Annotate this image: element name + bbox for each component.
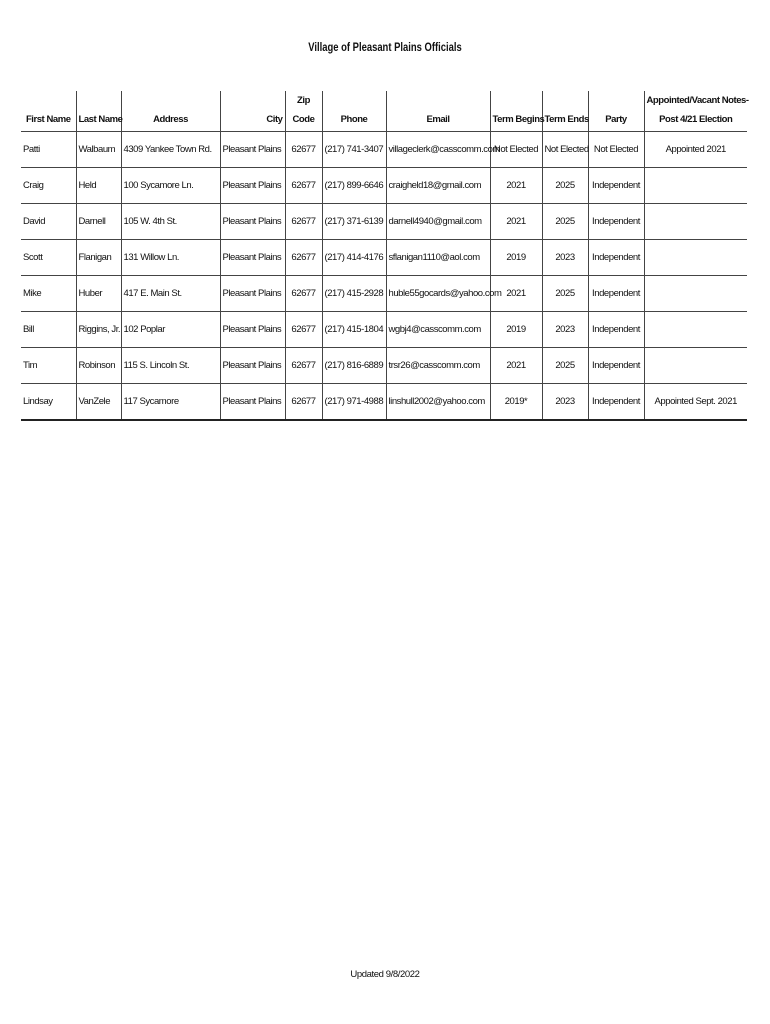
cell-phone: (217) 371-6139 [322, 204, 386, 240]
cell-term-ends: 2023 [542, 312, 588, 348]
cell-address: 4309 Yankee Town Rd. [121, 132, 220, 168]
cell-zip-code: 62677 [285, 276, 322, 312]
table-row [21, 312, 747, 348]
notes-header-line1: Appointed/Vacant Notes- [646, 95, 749, 106]
cell-zip-code: 62677 [285, 348, 322, 384]
updated-date: Updated 9/8/2022 [350, 969, 420, 980]
cell-address: 100 Sycamore Ln. [121, 168, 220, 204]
cell-party: Independent [588, 276, 644, 312]
column-header-phone: Phone [322, 91, 386, 132]
cell-term-begins: 2019 [490, 312, 542, 348]
column-header-first-name: First Name [21, 91, 76, 132]
cell-last-name: Riggins, Jr. [76, 312, 121, 348]
cell-address: 131 Willow Ln. [121, 240, 220, 276]
cell-party: Not Elected [588, 132, 644, 168]
cell-city: Pleasant Plains [220, 348, 285, 384]
cell-party: Independent [588, 384, 644, 421]
cell-notes [644, 204, 747, 240]
cell-zip-code: 62677 [285, 132, 322, 168]
cell-term-begins: 2021 [490, 204, 542, 240]
table-row [21, 240, 747, 276]
column-header-email: Email [386, 91, 490, 132]
column-header-term-begins: Term Begins [490, 91, 542, 132]
cell-party: Independent [588, 168, 644, 204]
cell-last-name: Robinson [76, 348, 121, 384]
cell-email: linshull2002@yahoo.com [386, 384, 490, 421]
cell-email: trsr26@casscomm.com [386, 348, 490, 384]
table-row [21, 276, 747, 312]
cell-first-name: Craig [21, 168, 76, 204]
cell-email: villageclerk@casscomm.com [386, 132, 490, 168]
cell-city: Pleasant Plains [220, 204, 285, 240]
cell-city: Pleasant Plains [220, 384, 285, 421]
cell-phone: (217) 414-4176 [322, 240, 386, 276]
cell-term-begins: 2019 [490, 240, 542, 276]
cell-address: 117 Sycamore [121, 384, 220, 421]
table-row [21, 168, 747, 204]
officials-table [21, 91, 747, 421]
cell-last-name: Held [76, 168, 121, 204]
cell-last-name: Huber [76, 276, 121, 312]
zip-header-line2: Code [292, 114, 315, 125]
cell-party: Independent [588, 312, 644, 348]
cell-notes [644, 276, 747, 312]
cell-phone: (217) 415-2928 [322, 276, 386, 312]
cell-first-name: Bill [21, 312, 76, 348]
cell-first-name: Tim [21, 348, 76, 384]
cell-term-ends: 2023 [542, 384, 588, 421]
column-header-party: Party [588, 91, 644, 132]
cell-zip-code: 62677 [285, 312, 322, 348]
column-header-zip-code [285, 91, 322, 132]
cell-term-begins: 2021 [490, 348, 542, 384]
cell-party: Independent [588, 204, 644, 240]
column-header-city: City [220, 91, 285, 132]
cell-address: 102 Poplar [121, 312, 220, 348]
cell-term-ends: Not Elected [542, 132, 588, 168]
cell-zip-code: 62677 [285, 384, 322, 421]
cell-email: sflanigan1110@aol.com [386, 240, 490, 276]
cell-phone: (217) 415-1804 [322, 312, 386, 348]
cell-term-ends: 2025 [542, 348, 588, 384]
cell-first-name: Mike [21, 276, 76, 312]
cell-term-begins: 2019* [490, 384, 542, 421]
cell-city: Pleasant Plains [220, 312, 285, 348]
cell-zip-code: 62677 [285, 204, 322, 240]
cell-term-ends: 2023 [542, 240, 588, 276]
column-header-address: Address [121, 91, 220, 132]
cell-last-name: Walbaum [76, 132, 121, 168]
cell-zip-code: 62677 [285, 240, 322, 276]
cell-notes: Appointed Sept. 2021 [644, 384, 747, 421]
cell-first-name: David [21, 204, 76, 240]
cell-term-begins: 2021 [490, 168, 542, 204]
cell-party: Independent [588, 348, 644, 384]
cell-term-ends: 2025 [542, 204, 588, 240]
cell-notes [644, 240, 747, 276]
table-row [21, 132, 747, 168]
cell-last-name: Flanigan [76, 240, 121, 276]
cell-first-name: Lindsay [21, 384, 76, 421]
cell-email: huble55gocards@yahoo.com [386, 276, 490, 312]
cell-zip-code: 62677 [285, 168, 322, 204]
cell-last-name: VanZele [76, 384, 121, 421]
table-row [21, 204, 747, 240]
column-header-term-ends: Term Ends [542, 91, 588, 132]
cell-city: Pleasant Plains [220, 168, 285, 204]
cell-term-begins: Not Elected [490, 132, 542, 168]
cell-city: Pleasant Plains [220, 240, 285, 276]
cell-phone: (217) 971-4988 [322, 384, 386, 421]
cell-city: Pleasant Plains [220, 132, 285, 168]
cell-last-name: Darnell [76, 204, 121, 240]
cell-notes [644, 348, 747, 384]
cell-address: 417 E. Main St. [121, 276, 220, 312]
column-header-last-name: Last Name [76, 91, 121, 132]
column-header-notes [644, 91, 747, 132]
cell-phone: (217) 899-6646 [322, 168, 386, 204]
cell-notes [644, 312, 747, 348]
cell-city: Pleasant Plains [220, 276, 285, 312]
table-row [21, 348, 747, 384]
cell-term-ends: 2025 [542, 276, 588, 312]
cell-email: wgbj4@casscomm.com [386, 312, 490, 348]
table-body [21, 132, 747, 421]
cell-first-name: Patti [21, 132, 76, 168]
cell-first-name: Scott [21, 240, 76, 276]
zip-header-line1: Zip [297, 95, 310, 106]
cell-term-ends: 2025 [542, 168, 588, 204]
cell-phone: (217) 816-6889 [322, 348, 386, 384]
cell-term-begins: 2021 [490, 276, 542, 312]
cell-address: 105 W. 4th St. [121, 204, 220, 240]
cell-notes [644, 168, 747, 204]
notes-header-line2: Post 4/21 Election [659, 114, 733, 125]
page-title: Village of Pleasant Plains Officials [308, 42, 462, 54]
cell-email: darnell4940@gmail.com [386, 204, 490, 240]
cell-email: craigheld18@gmail.com [386, 168, 490, 204]
table-row [21, 384, 747, 421]
cell-notes: Appointed 2021 [644, 132, 747, 168]
cell-party: Independent [588, 240, 644, 276]
table-header-row [21, 91, 747, 132]
cell-phone: (217) 741-3407 [322, 132, 386, 168]
cell-address: 115 S. Lincoln St. [121, 348, 220, 384]
